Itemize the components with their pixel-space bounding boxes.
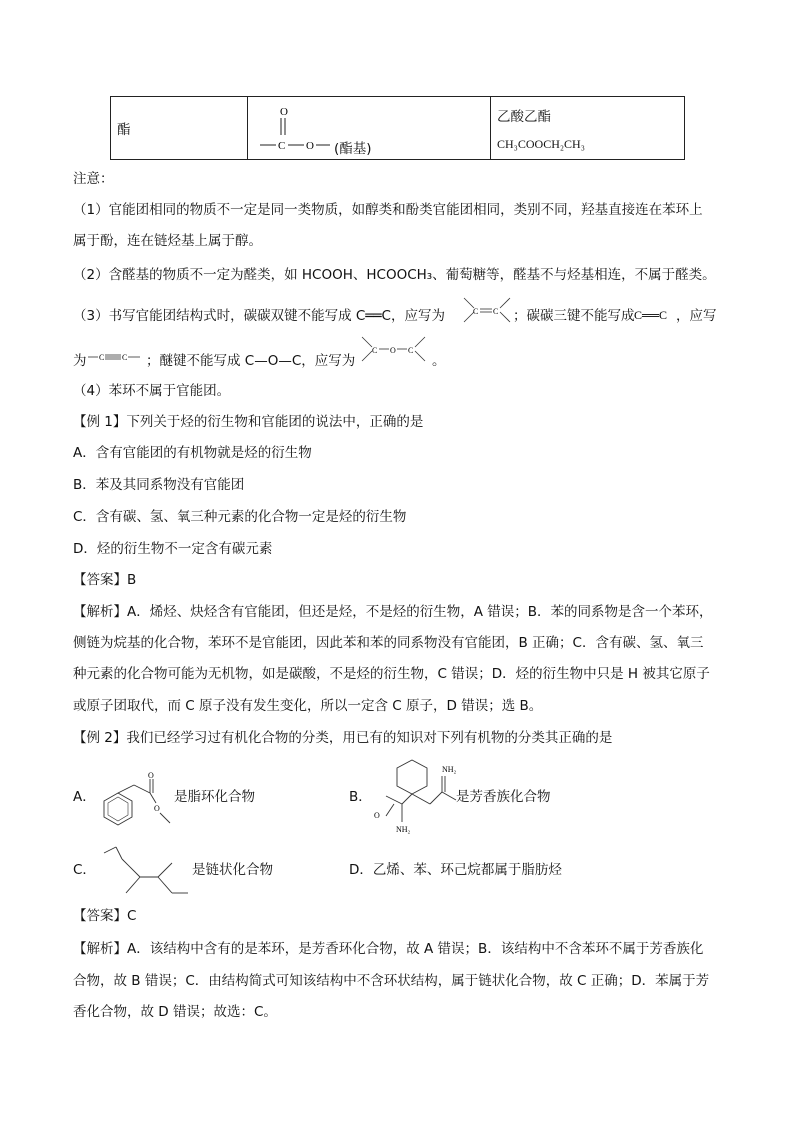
carbon-atom: C [99, 353, 105, 362]
notes-heading: 注意： [73, 171, 114, 187]
example-1-option-b: B．苯及其同系物没有官能团 [73, 477, 245, 493]
triple-bond-correct-structure [88, 349, 144, 365]
example-formula: CH₃COOCH₂CH₃ [497, 136, 585, 151]
carbon-atom: C [473, 307, 479, 316]
example-2-option-c-label: C． [73, 862, 96, 878]
option-b-structure [372, 752, 472, 862]
class-name-cell [111, 97, 248, 160]
note-3a: （3）书写官能团结构式时，碳碳双键不能写成 C══C，应写为 [73, 308, 445, 324]
example-1-explanation-4: 或原子团取代，而 C 原子没有发生变化，所以一定含 C 原子，D 错误；选 B。 [73, 698, 543, 714]
example-1-explanation-1: 【解析】A．烯烃、炔烃含有官能团，但还是烃，不是烃的衍生物，A 错误；B．苯的同系物是含一个苯环， [73, 604, 713, 620]
carbonyl-oxygen: O [374, 811, 380, 820]
carbon-atom: C [278, 140, 286, 152]
option-c-structure [96, 843, 196, 903]
option-a-structure [94, 771, 174, 845]
example-1-option-a: A．含有官能团的有机物就是烃的衍生物 [73, 445, 312, 461]
note-3b: ；碳碳三键不能写成 [513, 308, 635, 324]
carbonyl-oxygen: O [280, 106, 288, 118]
note-1a: （1）官能团相同的物质不一定是同一类物质，如醇类和酚类官能团相同，类别不同，羟基直接连在苯环上 [73, 202, 703, 218]
carbon-atom: C [493, 307, 499, 316]
carbon-atom: C [122, 353, 128, 362]
example-2-option-d: D．乙烯、苯、环己烷都属于脂肪烃 [349, 862, 562, 878]
example-1-explanation-3: 种元素的化合物可能为无机物，如是碳酸，不是烃的衍生物，C 错误；D．烃的衍生物中只是 H 被其它原子 [73, 666, 710, 682]
example-1-option-c: C．含有碳、氢、氧三种元素的化合物一定是烃的衍生物 [73, 509, 407, 525]
note-3c: ，应写 [676, 308, 717, 324]
carbon-atom: C [372, 346, 378, 355]
note-3d: 为 [73, 353, 87, 369]
example-2-option-a-text: 是脂环化合物 [174, 789, 255, 805]
example-1-question: 【例 1】下列关于烃的衍生物和官能团的说法中，正确的是 [73, 414, 424, 430]
ester-oxygen: O [306, 140, 314, 152]
example-2-explanation-3: 香化合物，故 D 错误；故选：C。 [73, 1004, 277, 1020]
example-2-option-a-label: A． [73, 789, 96, 805]
note-2: （2）含醛基的物质不一定为醛类，如 HCOOH、HCOOCH₃、葡萄糖等，醛基不与烃基相连，不属于醛类。 [73, 267, 716, 283]
example-2-answer: 【答案】C [73, 908, 137, 924]
note-3f: 。 [432, 353, 446, 369]
functional-group-table [110, 96, 685, 160]
example-1-answer: 【答案】B [73, 572, 137, 588]
amino-group: NH₂ [396, 825, 411, 834]
carbonyl-oxygen: O [148, 771, 154, 780]
ether-structure [360, 335, 430, 365]
example-2-option-c-text: 是链状化合物 [192, 862, 273, 878]
example-2-question: 【例 2】我们已经学习过有机化合物的分类，用已有的知识对下列有机物的分类其正确的是 [73, 730, 613, 746]
example-cell [491, 97, 685, 160]
example-2-option-b-label: B． [349, 789, 372, 805]
oxygen-atom: O [390, 346, 396, 355]
triple-bond-structure [634, 305, 676, 325]
group-name: (酯基) [334, 141, 372, 157]
note-4: （4）苯环不属于官能团。 [73, 383, 231, 399]
example-2-explanation-2: 合物，故 B 错误；C．由结构简式可知该结构中不含环状结构，属于链状化合物，故 C 正确；D．苯属于芳 [73, 973, 710, 989]
class-name: 酯 [117, 122, 131, 138]
table-row [111, 97, 685, 160]
amino-group: NH₂ [442, 765, 457, 774]
triple-bond-text: C══C [634, 308, 668, 322]
example-2-explanation-1: 【解析】A．该结构中含有的是苯环，是芳香环化合物，故 A 错误；B．该结构中不含苯环不属于芳香族化 [73, 941, 704, 957]
example-2-option-b-text: 是芳香族化合物 [456, 789, 551, 805]
ester-oxygen: O [154, 804, 160, 813]
double-bond-structure [462, 296, 512, 326]
example-1-explanation-2: 侧链为烷基的化合物，苯环不是官能团，因此苯和苯的同系物没有官能团，B 正确；C．含有碳、氢、氧三 [73, 635, 704, 651]
example-name: 乙酸乙酯 [497, 108, 551, 125]
note-1b: 属于酚，连在链烃基上属于醇。 [73, 233, 262, 249]
note-3e: ；醚键不能写成 C—O—C，应写为 [146, 353, 356, 369]
carbon-atom: C [408, 346, 414, 355]
structure-cell [248, 97, 491, 160]
example-1-option-d: D．烃的衍生物不一定含有碳元素 [73, 541, 273, 557]
